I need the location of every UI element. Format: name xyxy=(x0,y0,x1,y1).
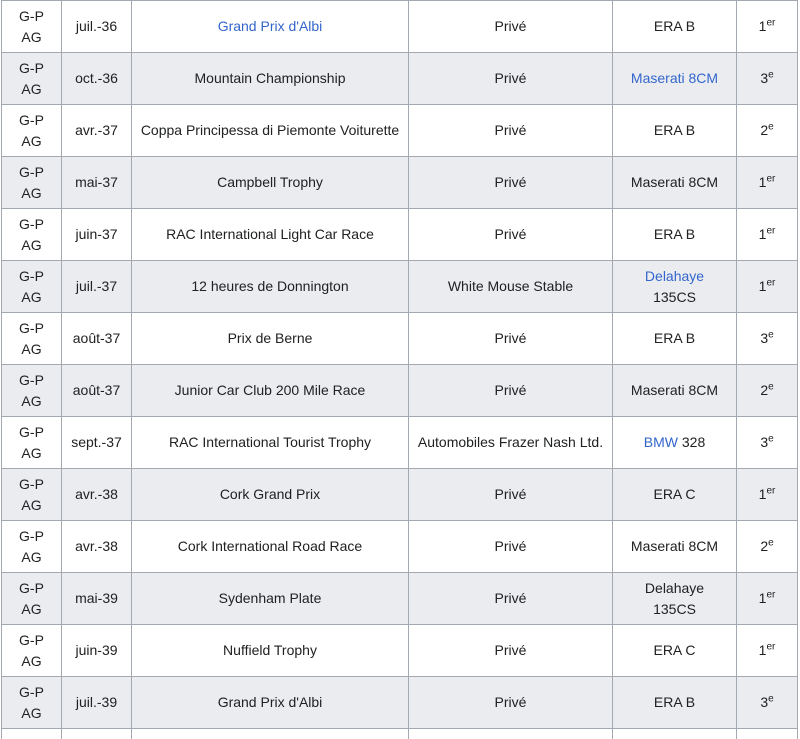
date-label: oct.-36 xyxy=(75,70,118,86)
date-cell xyxy=(62,417,132,469)
car-cell xyxy=(613,53,737,105)
table-row xyxy=(2,417,798,469)
date-label: mai-37 xyxy=(75,174,118,190)
team-label: Privé xyxy=(494,538,527,554)
category-line-1: G-P xyxy=(19,215,44,232)
team-cell xyxy=(409,625,613,677)
table-row xyxy=(2,157,798,209)
date-label: avr.-37 xyxy=(75,122,118,138)
result-value: 2 xyxy=(760,382,769,398)
category-line-1: G-P xyxy=(19,59,44,76)
race-cell xyxy=(132,105,409,157)
result-ordinal-suffix: e xyxy=(768,537,774,549)
category-line-2: AG xyxy=(21,132,42,149)
race-cell xyxy=(132,53,409,105)
category-cell xyxy=(2,105,62,157)
category-line-1: G-P xyxy=(19,423,44,440)
table-row xyxy=(2,625,798,677)
table-row xyxy=(2,209,798,261)
race-label: RAC International Light Car Race xyxy=(166,226,374,242)
empty-cell xyxy=(2,729,62,739)
result-cell xyxy=(737,625,798,677)
team-label: Privé xyxy=(494,70,527,86)
category-line-2: AG xyxy=(21,392,42,409)
category-line-2: AG xyxy=(21,704,42,721)
race-cell xyxy=(132,261,409,313)
date-cell xyxy=(62,157,132,209)
team-cell xyxy=(409,1,613,53)
car-label: ERA B xyxy=(653,694,696,710)
result-value: 1 xyxy=(758,174,767,190)
result-cell xyxy=(737,469,798,521)
table-row xyxy=(2,521,798,573)
car-cell xyxy=(613,417,737,469)
team-cell xyxy=(409,261,613,313)
category-line-2: AG xyxy=(21,340,42,357)
race-label: Mountain Championship xyxy=(194,70,346,86)
car-cell xyxy=(613,1,737,53)
car-label: ERA C xyxy=(653,642,696,658)
car-cell xyxy=(613,469,737,521)
date-label: juil.-39 xyxy=(75,694,118,710)
team-label: Privé xyxy=(494,694,527,710)
race-cell xyxy=(132,469,409,521)
result-value: 3 xyxy=(760,70,769,86)
result-value: 1 xyxy=(758,642,767,658)
category-cell xyxy=(2,417,62,469)
date-cell xyxy=(62,53,132,105)
team-label: Privé xyxy=(494,226,527,242)
result-ordinal-suffix: e xyxy=(768,329,774,341)
category-cell xyxy=(2,261,62,313)
result-ordinal-suffix: er xyxy=(766,17,776,29)
date-cell xyxy=(62,677,132,729)
table-row xyxy=(2,365,798,417)
category-line-2: AG xyxy=(21,548,42,565)
team-label: Privé xyxy=(494,330,527,346)
team-label: Privé xyxy=(494,642,527,658)
team-cell xyxy=(409,365,613,417)
car-cell xyxy=(613,157,737,209)
race-label: Junior Car Club 200 Mile Race xyxy=(174,382,366,398)
team-label: White Mouse Stable xyxy=(447,278,574,294)
date-cell xyxy=(62,365,132,417)
result-cell xyxy=(737,313,798,365)
empty-cell xyxy=(737,729,798,739)
table-row xyxy=(2,469,798,521)
category-line-2: AG xyxy=(21,28,42,45)
result-value: 1 xyxy=(758,486,767,502)
car-label: ERA B xyxy=(653,18,696,34)
race-cell xyxy=(132,677,409,729)
category-line-2: AG xyxy=(21,600,42,617)
category-line-2: AG xyxy=(21,236,42,253)
car-cell xyxy=(613,573,737,625)
category-cell xyxy=(2,53,62,105)
race-link[interactable]: Grand Prix d'Albi xyxy=(217,18,323,34)
race-label: Nuffield Trophy xyxy=(223,642,317,658)
team-cell xyxy=(409,313,613,365)
table-row xyxy=(2,53,798,105)
team-label: Privé xyxy=(494,18,527,34)
date-label: sept.-37 xyxy=(71,434,122,450)
race-label: Coppa Principessa di Piemonte Voiturette xyxy=(140,122,400,138)
result-ordinal-suffix: e xyxy=(768,433,774,445)
result-value: 1 xyxy=(758,18,767,34)
result-cell xyxy=(737,105,798,157)
result-value: 1 xyxy=(758,226,767,242)
results-table-body xyxy=(2,1,798,739)
car-link[interactable]: Delahaye xyxy=(644,267,705,284)
car-label: 135CS xyxy=(653,600,696,617)
result-value: 1 xyxy=(758,278,767,294)
race-cell xyxy=(132,417,409,469)
category-line-1: G-P xyxy=(19,631,44,648)
category-line-1: G-P xyxy=(19,7,44,24)
empty-cell xyxy=(62,729,132,739)
date-cell xyxy=(62,209,132,261)
race-cell xyxy=(132,365,409,417)
car-label: ERA C xyxy=(653,486,696,502)
team-label: Privé xyxy=(494,174,527,190)
team-cell xyxy=(409,469,613,521)
category-line-2: AG xyxy=(21,444,42,461)
category-line-1: G-P xyxy=(19,267,44,284)
results-table xyxy=(1,0,798,739)
result-ordinal-suffix: er xyxy=(766,641,776,653)
team-label: Privé xyxy=(494,590,527,606)
category-line-1: G-P xyxy=(19,475,44,492)
car-label: 135CS xyxy=(653,288,696,305)
result-cell xyxy=(737,157,798,209)
result-value: 1 xyxy=(758,590,767,606)
team-cell xyxy=(409,105,613,157)
team-cell xyxy=(409,53,613,105)
table-row xyxy=(2,261,798,313)
race-cell xyxy=(132,1,409,53)
date-label: juil.-36 xyxy=(75,18,118,34)
table-row xyxy=(2,677,798,729)
result-cell xyxy=(737,209,798,261)
category-cell xyxy=(2,313,62,365)
result-cell xyxy=(737,417,798,469)
result-cell xyxy=(737,1,798,53)
table-row xyxy=(2,313,798,365)
car-cell xyxy=(613,521,737,573)
race-label: Cork Grand Prix xyxy=(219,486,321,502)
car-cell xyxy=(613,105,737,157)
category-line-1: G-P xyxy=(19,579,44,596)
car-label: 328 xyxy=(681,434,706,450)
category-line-2: AG xyxy=(21,496,42,513)
team-cell xyxy=(409,677,613,729)
empty-cell xyxy=(132,729,409,739)
empty-cell xyxy=(409,729,613,739)
category-line-1: G-P xyxy=(19,163,44,180)
result-cell xyxy=(737,521,798,573)
result-cell xyxy=(737,573,798,625)
team-cell xyxy=(409,573,613,625)
race-cell xyxy=(132,573,409,625)
race-label: Campbell Trophy xyxy=(217,174,323,190)
date-label: juin-39 xyxy=(75,642,118,658)
car-label: ERA B xyxy=(653,226,696,242)
category-cell xyxy=(2,365,62,417)
car-label: Maserati 8CM xyxy=(630,382,719,398)
team-label: Automobiles Frazer Nash Ltd. xyxy=(417,434,604,450)
result-cell xyxy=(737,365,798,417)
category-line-1: G-P xyxy=(19,527,44,544)
date-label: avr.-38 xyxy=(75,538,118,554)
team-cell xyxy=(409,521,613,573)
race-cell xyxy=(132,625,409,677)
car-cell xyxy=(613,261,737,313)
table-row xyxy=(2,1,798,53)
car-label: ERA B xyxy=(653,330,696,346)
result-value: 3 xyxy=(760,434,769,450)
category-line-1: G-P xyxy=(19,319,44,336)
category-cell xyxy=(2,469,62,521)
category-line-2: AG xyxy=(21,80,42,97)
category-line-1: G-P xyxy=(19,371,44,388)
result-value: 3 xyxy=(760,330,769,346)
car-cell xyxy=(613,677,737,729)
result-cell xyxy=(737,53,798,105)
date-label: avr.-38 xyxy=(75,486,118,502)
team-cell xyxy=(409,157,613,209)
result-ordinal-suffix: e xyxy=(768,693,774,705)
car-label: ERA B xyxy=(653,122,696,138)
result-cell xyxy=(737,261,798,313)
race-cell xyxy=(132,209,409,261)
result-ordinal-suffix: e xyxy=(768,69,774,81)
car-label: Maserati 8CM xyxy=(630,174,719,190)
category-line-2: AG xyxy=(21,184,42,201)
category-cell xyxy=(2,1,62,53)
team-label: Privé xyxy=(494,382,527,398)
category-cell xyxy=(2,573,62,625)
result-ordinal-suffix: er xyxy=(766,485,776,497)
category-line-2: AG xyxy=(21,652,42,669)
race-label: Cork International Road Race xyxy=(177,538,363,554)
date-label: août-37 xyxy=(72,382,121,398)
race-label: Sydenham Plate xyxy=(218,590,322,606)
team-label: Privé xyxy=(494,486,527,502)
car-link[interactable]: Maserati 8CM xyxy=(630,70,719,86)
result-value: 2 xyxy=(760,538,769,554)
race-cell xyxy=(132,521,409,573)
race-cell xyxy=(132,313,409,365)
team-label: Privé xyxy=(494,122,527,138)
date-cell xyxy=(62,521,132,573)
date-cell xyxy=(62,625,132,677)
race-label: Prix de Berne xyxy=(227,330,313,346)
date-cell xyxy=(62,573,132,625)
date-cell xyxy=(62,469,132,521)
category-cell xyxy=(2,157,62,209)
category-cell xyxy=(2,209,62,261)
team-cell xyxy=(409,417,613,469)
category-cell xyxy=(2,677,62,729)
result-cell xyxy=(737,677,798,729)
date-cell xyxy=(62,313,132,365)
table-row-partial xyxy=(2,729,798,739)
car-cell xyxy=(613,365,737,417)
empty-cell xyxy=(613,729,737,739)
team-cell xyxy=(409,209,613,261)
category-line-1: G-P xyxy=(19,683,44,700)
result-ordinal-suffix: er xyxy=(766,173,776,185)
date-cell xyxy=(62,261,132,313)
category-line-2: AG xyxy=(21,288,42,305)
race-label: 12 heures de Donnington xyxy=(191,278,349,294)
date-label: mai-39 xyxy=(75,590,118,606)
date-cell xyxy=(62,105,132,157)
result-ordinal-suffix: er xyxy=(766,589,776,601)
car-cell xyxy=(613,209,737,261)
result-ordinal-suffix: er xyxy=(766,277,776,289)
table-row xyxy=(2,105,798,157)
race-label: RAC International Tourist Trophy xyxy=(168,434,372,450)
date-label: juil.-37 xyxy=(75,278,118,294)
car-label: Maserati 8CM xyxy=(630,538,719,554)
result-value: 3 xyxy=(760,694,769,710)
car-cell xyxy=(613,313,737,365)
car-cell xyxy=(613,625,737,677)
date-cell xyxy=(62,1,132,53)
race-cell xyxy=(132,157,409,209)
date-label: août-37 xyxy=(72,330,121,346)
result-ordinal-suffix: e xyxy=(768,381,774,393)
category-cell xyxy=(2,625,62,677)
car-label: Delahaye xyxy=(644,579,705,596)
result-ordinal-suffix: er xyxy=(766,225,776,237)
result-ordinal-suffix: e xyxy=(768,121,774,133)
category-cell xyxy=(2,521,62,573)
result-value: 2 xyxy=(760,122,769,138)
race-label: Grand Prix d'Albi xyxy=(217,694,323,710)
date-label: juin-37 xyxy=(75,226,118,242)
car-link[interactable]: BMW xyxy=(643,434,678,450)
table-row xyxy=(2,573,798,625)
category-line-1: G-P xyxy=(19,111,44,128)
